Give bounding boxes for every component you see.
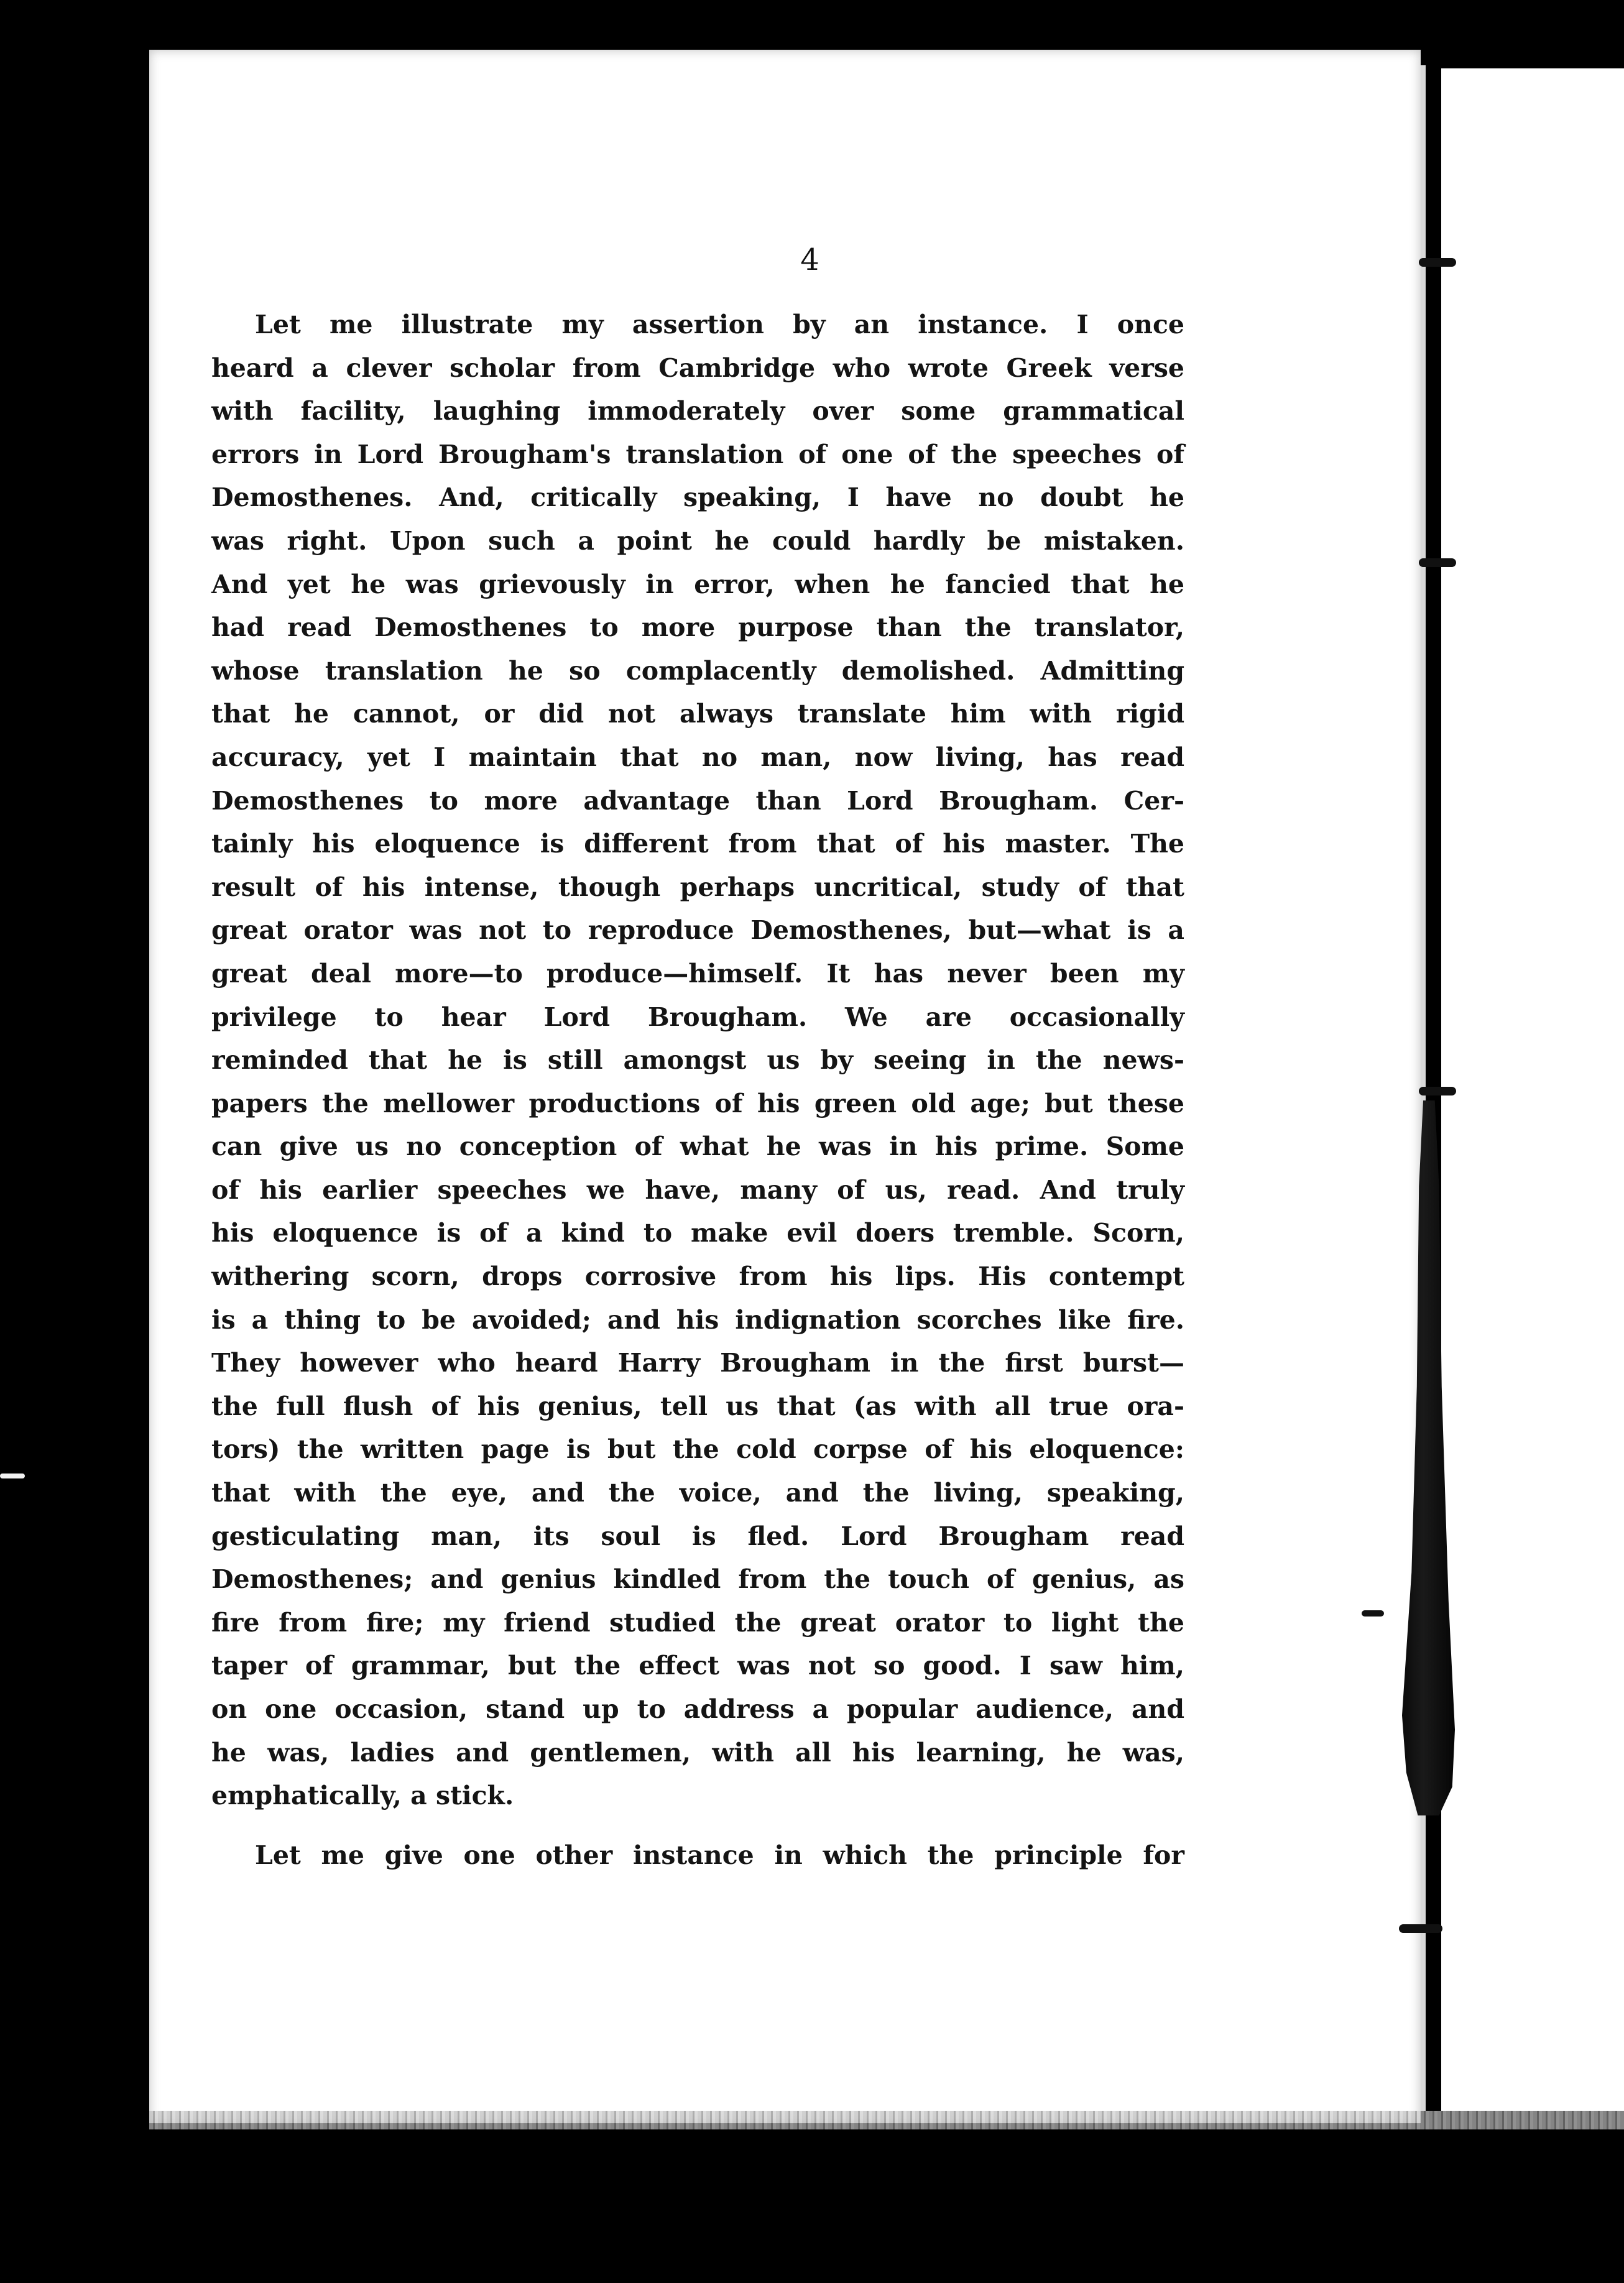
text-line: Let me give one other instance in which the principle for bbox=[255, 1840, 1184, 1870]
text-line: tors) the written page is but the cold corpse of his eloquence: bbox=[211, 1434, 1184, 1465]
text-line: And yet he was grievously in error, when he fancied that he bbox=[211, 569, 1184, 599]
text-line: Demosthenes; and genius kindled from the touch of genius, as bbox=[211, 1564, 1184, 1595]
text-line: he was, ladies and gentlemen, with all his learning, he was, bbox=[211, 1737, 1184, 1768]
adjacent-page-strip bbox=[1441, 68, 1624, 2111]
text-line: taper of grammar, but the effect was not so good. I saw him, bbox=[211, 1651, 1184, 1681]
text-line: his eloquence is of a kind to make evil doers tremble. Scorn, bbox=[211, 1218, 1184, 1248]
text-line: result of his intense, though perhaps uncritical, study of that bbox=[211, 872, 1184, 902]
text-line: of his earlier speeches we have, many of us, read. And truly bbox=[211, 1174, 1184, 1205]
page-bottom-fringe bbox=[149, 2111, 1624, 2129]
text-line: privilege to hear Lord Brougham. We are occasionally bbox=[211, 1002, 1184, 1032]
text-line: errors in Lord Brougham's translation of one of the speeches of bbox=[211, 439, 1184, 469]
text-line: can give us no conception of what he was in his prime. Some bbox=[211, 1132, 1184, 1162]
paragraph-gap bbox=[211, 1818, 1184, 1834]
text-line: They however who heard Harry Brougham in the first burst— bbox=[211, 1348, 1184, 1378]
text-line: heard a clever scholar from Cambridge who wrote Greek verse bbox=[211, 353, 1184, 383]
text-line: papers the mellower productions of his green old age; but these bbox=[211, 1088, 1184, 1118]
margin-speck bbox=[0, 1474, 25, 1478]
text-line: great deal more—to produce—himself. It has never been my bbox=[211, 958, 1184, 989]
binding-mark bbox=[1419, 558, 1456, 567]
text-line: Demosthenes to more advantage than Lord Brougham. Cer- bbox=[211, 785, 1184, 816]
text-line: great orator was not to reproduce Demosthenes, but—what is a bbox=[211, 915, 1184, 946]
text-line: with facility, laughing immoderately over some grammatical bbox=[211, 396, 1184, 427]
text-line: fire from fire; my friend studied the great orator to light the bbox=[211, 1607, 1184, 1638]
text-line: that he cannot, or did not always translate him with rigid bbox=[211, 699, 1184, 729]
text-line: Let me illustrate my assertion by an instance. I once bbox=[255, 310, 1184, 339]
text-line: had read Demosthenes to more purpose than the translator, bbox=[211, 612, 1184, 643]
text-line: that with the eye, and the voice, and the living, speaking, bbox=[211, 1478, 1184, 1508]
text-line: is a thing to be avoided; and his indignation scorches like fire. bbox=[211, 1304, 1184, 1335]
text-line: reminded that he is still amongst us by seeing in the news- bbox=[211, 1045, 1184, 1076]
binding-mark bbox=[1419, 1087, 1456, 1095]
binding-mark bbox=[1362, 1610, 1384, 1617]
text-line: whose translation he so complacently demolished. Admitting bbox=[211, 655, 1184, 686]
text-line: withering scorn, drops corrosive from his lips. His contempt bbox=[211, 1261, 1184, 1292]
page-number: 4 bbox=[800, 242, 819, 277]
text-line: on one occasion, stand up to address a popular audience, and bbox=[211, 1694, 1184, 1724]
text-line: gesticulating man, its soul is fled. Lord Brougham read bbox=[211, 1521, 1184, 1551]
text-line: the full flush of his genius, tell us that (as with all true ora- bbox=[211, 1391, 1184, 1421]
text-line: Demosthenes. And, critically speaking, I have no doubt he bbox=[211, 482, 1184, 513]
binding-mark bbox=[1399, 1924, 1442, 1933]
text-line: was right. Upon such a point he could hardly be mistaken. bbox=[211, 525, 1184, 556]
text-line: accuracy, yet I maintain that no man, now living, has read bbox=[211, 742, 1184, 772]
binding-mark bbox=[1419, 258, 1456, 267]
body-text bbox=[211, 303, 1184, 1877]
text-line: tainly his eloquence is different from that of his master. The bbox=[211, 829, 1184, 859]
text-line: emphatically, a stick. bbox=[211, 1781, 514, 1811]
